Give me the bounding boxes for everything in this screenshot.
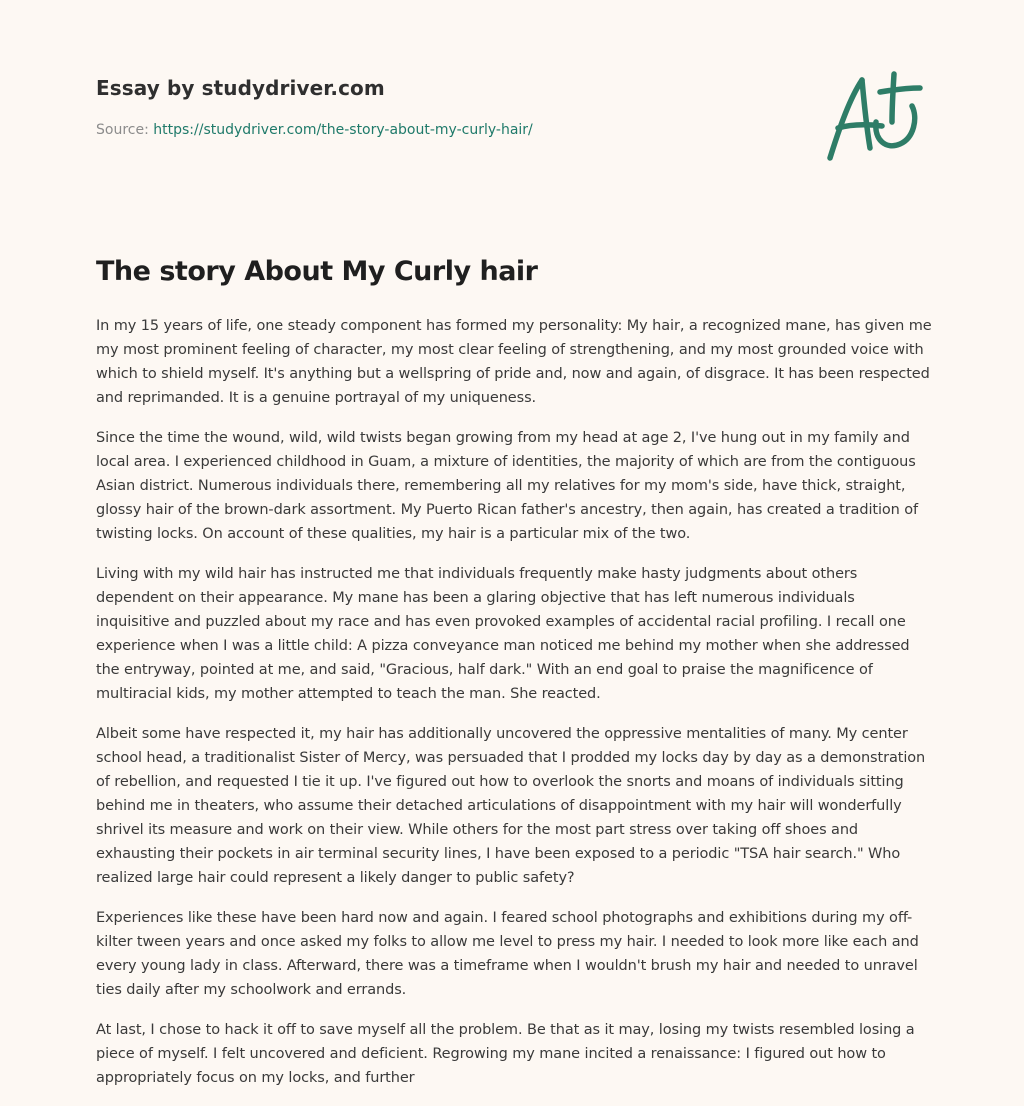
essay-body [96, 314, 932, 1106]
source-label: Source: [96, 122, 154, 138]
source-link[interactable]: https://studydriver.com/the-story-about-my-curly-hair/ [153, 122, 533, 138]
essay-paragraph: Since the time the wound, wild, wild twists began growing from my head at age 2, I've hung out in my family and local area. I experienced childhood in Guam, a mixture of identities, the majority of which are from the contiguous Asian district. Numerous individuals there, remembering all my relatives for my mom's side, have thick, straight, glossy hair of the brown-dark assortment. My Puerto Rican father's ancestry, then again, has created a tradition of twisting locks. On account of these qualities, my hair is a particular mix of the two. [96, 430, 919, 542]
brand-title: Essay by studydriver.com [96, 76, 385, 100]
a-plus-logo [820, 66, 930, 166]
essay-paragraph: Living with my wild hair has instructed me that individuals frequently make hasty judgments about others dependent on their appearance. My mane has been a glaring objective that has left numerous individuals inquisitive and puzzled about my race and has even provoked examples of accidental racial profiling. I recall one experience when I was a little child: A pizza conveyance man noticed me behind my mother when she addressed the entryway, pointed at me, and said, "Gracious, half dark." With an end goal to praise the magnificence of multiracial kids, my mother attempted to teach the man. She reacted. [96, 566, 910, 702]
header [96, 76, 796, 138]
essay-paragraph: Experiences like these have been hard now and again. I feared school photographs and exhibitions during my off-kilter tween years and once asked my folks to allow me level to press my hair. I needed to look more like each and every young lady in class. Afterward, there was a timeframe when I wouldn't brush my hair and needed to unravel ties daily after my schoolwork and errands. [96, 910, 919, 998]
a-plus-logo-icon [820, 66, 930, 166]
essay-title: The story About My Curly hair [96, 256, 538, 287]
essay-paragraph: In my 15 years of life, one steady component has formed my personality: My hair, a recognized mane, has given me my most prominent feeling of character, my most clear feeling of strengthening, and my most grounded voice with which to shield myself. It's anything but a wellspring of pride and, now and again, of disgrace. It has been respected and reprimanded. It is a genuine portrayal of my uniqueness. [96, 318, 932, 406]
source-line [96, 122, 796, 138]
essay-paragraph: Albeit some have respected it, my hair has additionally uncovered the oppressive mentalities of many. My center school head, a traditionalist Sister of Mercy, was persuaded that I prodded my locks day by day as a demonstration of rebellion, and requested I tie it up. I've figured out how to overlook the snorts and moans of individuals sitting behind me in theaters, who assume their detached articulations of disappointment with my hair will wonderfully shrivel its measure and work on their view. While others for the most part stress over taking off shoes and exhausting their pockets in air terminal security lines, I have been exposed to a periodic "TSA hair search." Who realized large hair could represent a likely danger to public safety? [96, 726, 926, 886]
essay-paragraph: At last, I chose to hack it off to save myself all the problem. Be that as it may, losing my twists resembled losing a piece of myself. I felt uncovered and deficient. Regrowing my mane incited a renaissance: I figured out how to appropriately focus on my locks, and further [96, 1022, 915, 1086]
